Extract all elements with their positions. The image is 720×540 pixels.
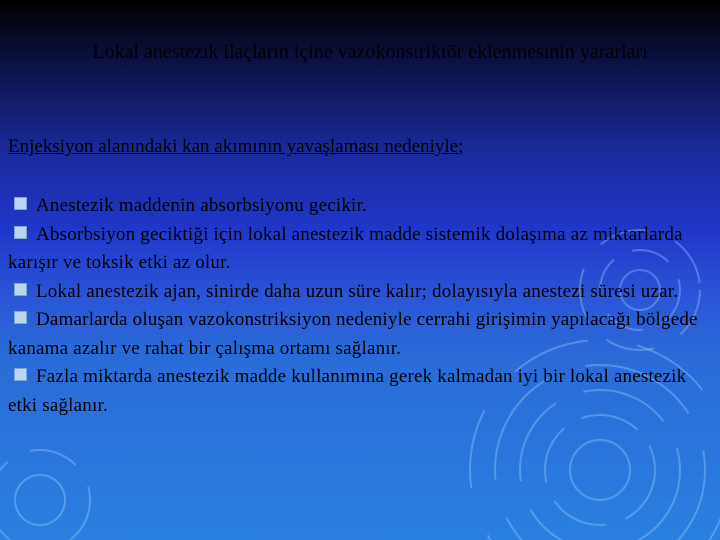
bullet-item — [8, 363, 708, 420]
bullet-text: Fazla miktarda anestezik madde kullanımına gerek kalmadan iyi bir lokal anestezik etki sağlanır. — [8, 366, 687, 416]
bullet-text: Anestezik maddenin absorbsiyonu gecikir. — [36, 195, 367, 216]
square-bullet-icon — [14, 311, 27, 324]
square-bullet-icon — [14, 226, 27, 239]
bullet-item — [8, 306, 708, 363]
bullet-item — [8, 278, 708, 307]
square-bullet-icon — [14, 368, 27, 381]
subheading-end: ; — [458, 136, 464, 157]
bullet-text: Damarlarda oluşan vazokonstriksiyon nedeniyle cerrahi girişimin yapılacağı bölgede kanama azalır ve rahat bir çalışma ortamı sağlanır. — [8, 309, 698, 359]
bullet-item — [8, 221, 708, 278]
slide-title: Lokal anestezik ilaçların içine vazokonstriktör eklenmesinin yararları — [92, 41, 648, 63]
slide-subheading — [8, 134, 463, 160]
square-bullet-icon — [14, 197, 27, 210]
square-bullet-icon — [14, 283, 27, 296]
bullet-list — [8, 192, 708, 420]
bullet-text: Lokal anestezik ajan, sinirde daha uzun süre kalır; dolayısıyla anestezi süresi uzar. — [36, 280, 679, 302]
bullet-item — [8, 192, 708, 221]
subheading-text: Enjeksiyon alanındaki kan akımının yavaşlaması nedeniyle — [8, 136, 459, 157]
bullet-text: Absorbsiyon geciktiği için lokal anestezik madde sistemik dolaşıma az miktarlarda karışır ve toksik etki az olur. — [8, 223, 683, 273]
